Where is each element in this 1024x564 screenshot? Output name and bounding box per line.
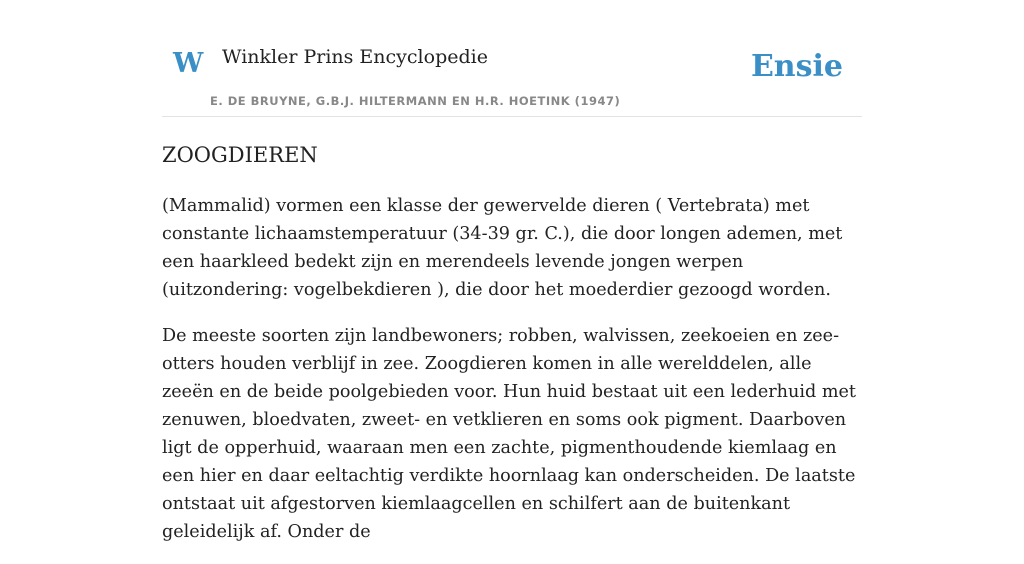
site-header [162, 0, 862, 117]
brand-logo[interactable]: Ensie [750, 49, 843, 84]
publication-title[interactable]: Winkler Prins Encyclopedie [222, 46, 488, 68]
article [162, 138, 862, 564]
article-title: ZOOGDIEREN [162, 143, 318, 167]
article-paragraph: De meeste soorten zijn landbewoners; robben, walvissen, zeekoeien en zee-otters houden verblijf in zee. Zoogdieren komen in alle werelddelen, alle zeeën en de beide poolgebieden voor. Hun huid bestaat uit een lederhuid met zenuwen, bloedvaten, zweet- en vetklieren en soms ook pigment. Daarboven ligt de opperhuid, waaraan men een zachte, pigmenthoudende kiemlaag en een hier en daar eeltachtig verdikte hoornlaag kan onderscheiden. De laatste ontstaat uit afgestorven kiemlaagcellen en schilfert aan de buitenkant geleidelijk af. Onder de [162, 326, 856, 542]
article-paragraph: (Mammalid) vormen een klasse der gewervelde dieren ( Vertebrata) met constante lichaamstemperatuur (34-39 gr. C.), die door longen ademen, met een haarkleed bedekt zijn en merendeels levende jongen werpen (uitzondering: vogelbekdieren ), die door het moederdier gezoogd worden. [162, 196, 843, 300]
publication-authors: E. DE BRUYNE, G.B.J. HILTERMANN EN H.R. HOETINK (1947) [210, 94, 621, 108]
publication-logo[interactable]: W [173, 48, 204, 79]
